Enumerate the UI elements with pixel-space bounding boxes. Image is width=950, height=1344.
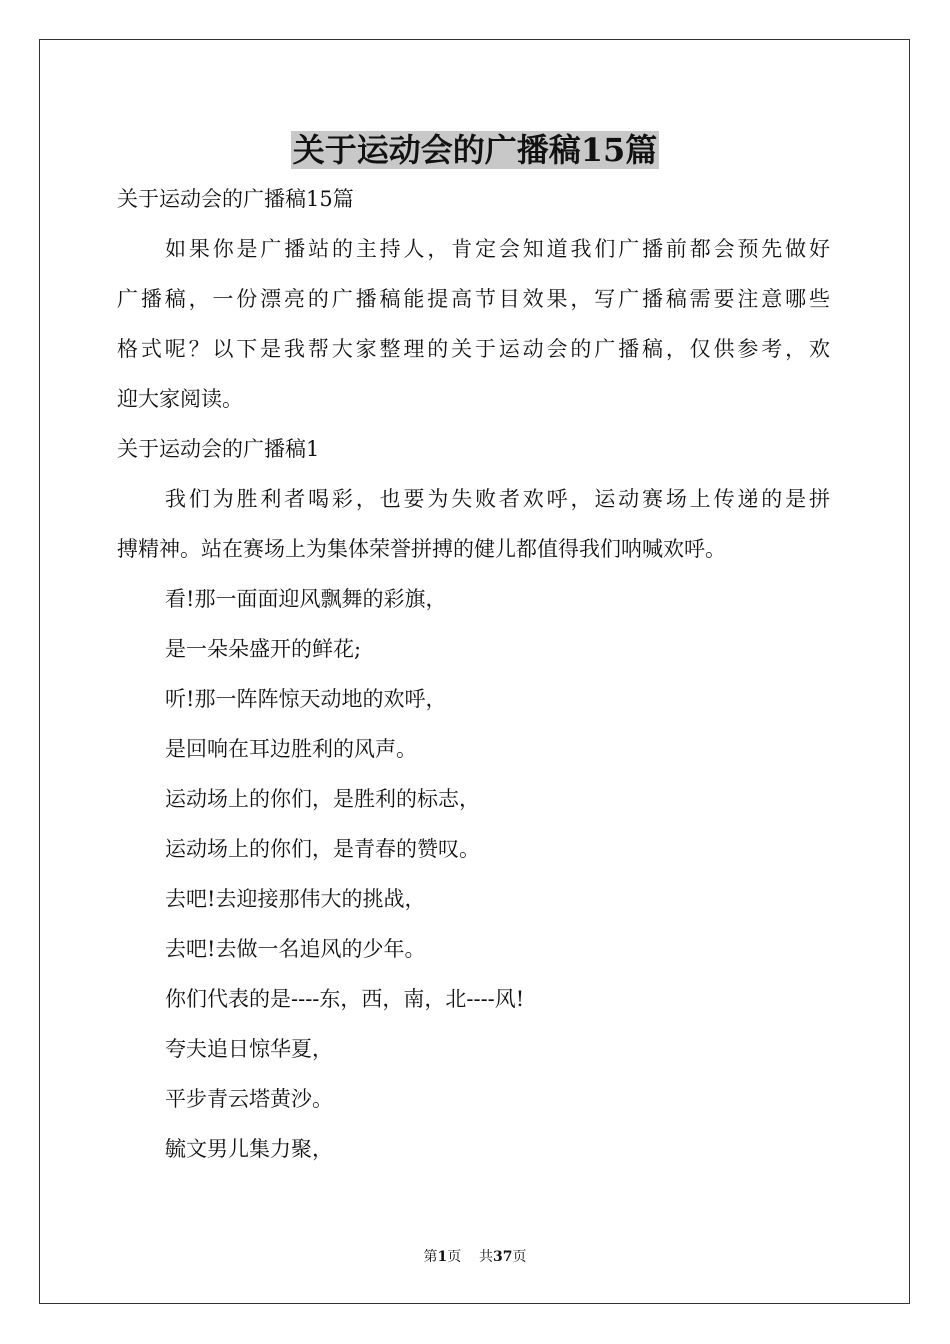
poem-line-8: 去吧!去做一名追风的少年。 <box>165 937 426 961</box>
poem-line-5: 运动场上的你们，是胜利的标志， <box>165 787 480 811</box>
poem-line-12: 毓文男儿集力聚， <box>165 1137 333 1161</box>
intro-line-4: 迎大家阅读。 <box>117 387 243 411</box>
section-heading: 关于运动会的广播稿1 <box>117 437 320 461</box>
poem-line-1: 看!那一面面迎风飘舞的彩旗， <box>165 587 447 611</box>
footer-page-suffix: 页 <box>447 1249 462 1265</box>
document-title <box>0 128 950 172</box>
intro-line-2: 广播稿，一份漂亮的广播稿能提高节目效果，写广播稿需要注意哪些 <box>117 287 830 311</box>
poem-line-11: 平步青云塔黄沙。 <box>165 1087 333 1111</box>
intro-line-1: 如果你是广播站的主持人，肯定会知道我们广播前都会预先做好 <box>165 237 830 261</box>
page-footer <box>0 1247 950 1267</box>
poem-line-4: 是回响在耳边胜利的风声。 <box>165 737 417 761</box>
poem-line-6: 运动场上的你们，是青春的赞叹。 <box>165 837 480 861</box>
document-title-text: 关于运动会的广播稿15篇 <box>292 131 658 169</box>
footer-page-number: 1 <box>437 1249 448 1265</box>
poem-line-9: 你们代表的是----东，西，南，北----风! <box>165 987 525 1011</box>
footer-page-prefix: 第 <box>423 1249 438 1265</box>
poem-line-3: 听!那一阵阵惊天动地的欢呼， <box>165 687 447 711</box>
poem-line-2: 是一朵朵盛开的鲜花; <box>165 637 362 661</box>
poem-line-7: 去吧!去迎接那伟大的挑战， <box>165 887 426 911</box>
poem-line-10: 夸夫追日惊华夏， <box>165 1037 333 1061</box>
footer-total-pages: 37 <box>493 1249 513 1265</box>
intro-line-3: 格式呢？以下是我帮大家整理的关于运动会的广播稿，仅供参考，欢 <box>117 337 830 361</box>
document-subtitle: 关于运动会的广播稿15篇 <box>117 187 354 211</box>
section-line-1: 我们为胜利者喝彩，也要为失败者欢呼，运动赛场上传递的是拼 <box>165 487 830 511</box>
page-border <box>39 39 910 1304</box>
section-line-2: 搏精神。站在赛场上为集体荣誉拼搏的健儿都值得我们呐喊欢呼。 <box>117 537 726 561</box>
footer-total-suffix: 页 <box>512 1249 527 1265</box>
footer-total-prefix: 共 <box>479 1249 494 1265</box>
